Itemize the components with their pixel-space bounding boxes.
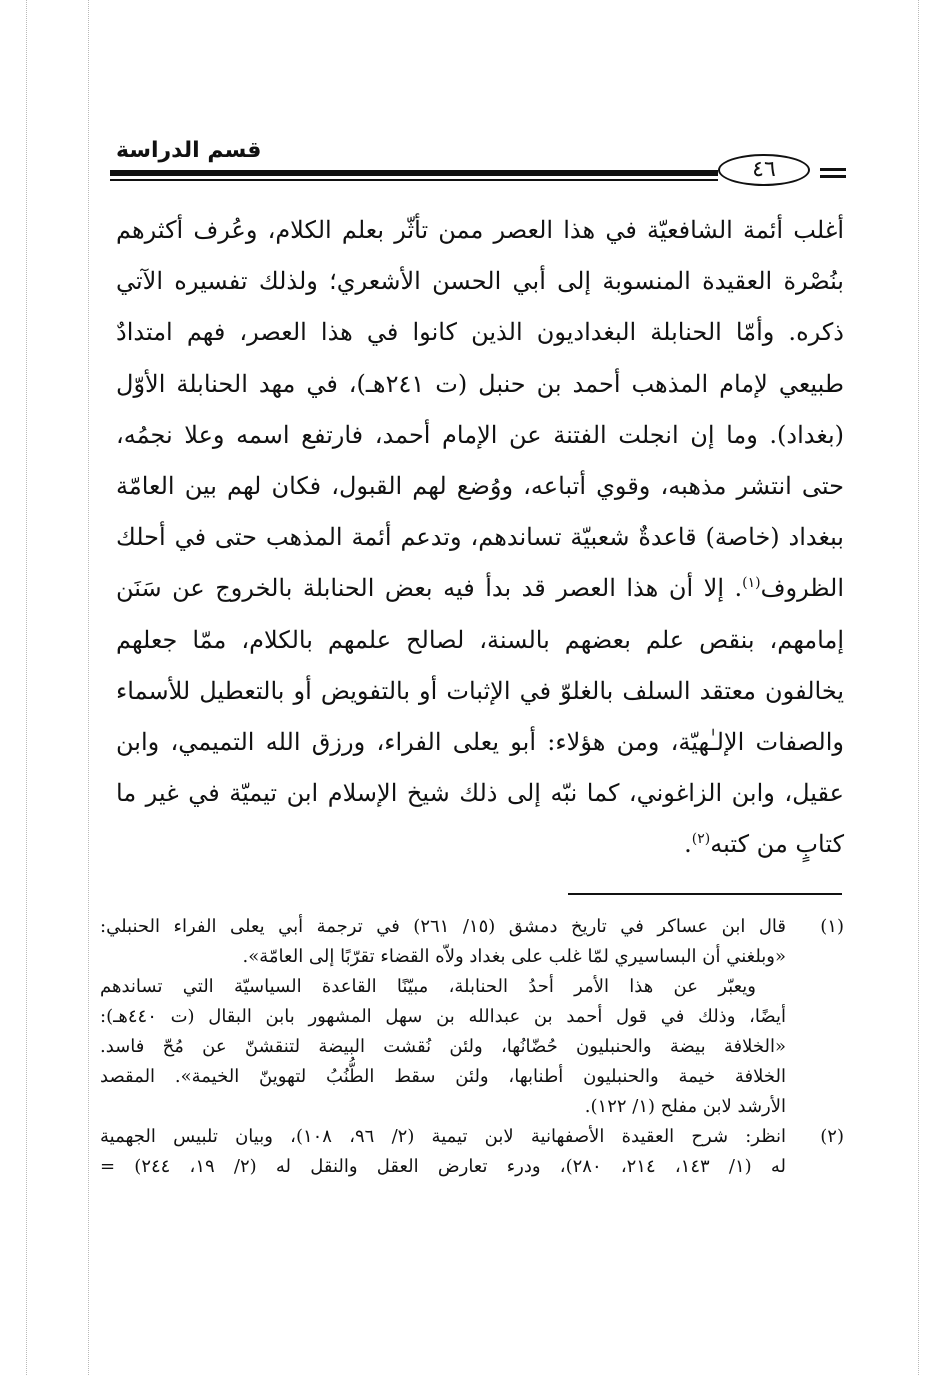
footnote-line: قال ابن عساكر في تاريخ دمشق (١٥/ ٢٦١) في ترجمة أبي يعلى الفراء الحنبلي: [100, 916, 786, 937]
footnote-line: «الخلافة بيضة والحنبليون حُضّانُها، ولئن نُقشت البيضة لتنقشنّ عن مُحّ فاسد. [100, 1036, 786, 1057]
footnote-number: (١) [820, 916, 844, 937]
text-line: (بغداد). وما إن انجلت الفتنة عن الإمام أحمد، فارتفع اسمه وعلا نجمُه، [116, 420, 844, 449]
text-segment: . [684, 830, 692, 859]
scan-margin-line [26, 0, 27, 1375]
header-rule-thick [110, 170, 718, 176]
footnotes [100, 912, 844, 1182]
main-text [116, 205, 844, 871]
text-line: يخالفون معتقد السلف بالغلوّ في الإثبات أو بالتفويض أو بالتعطيل للأسماء [116, 676, 844, 705]
text-line: والصفات الإلـٰهيّة، ومن هؤلاء: أبو يعلى الفراء، ورزق الله التميمي، وابن [116, 728, 844, 757]
footnote-line: «وبلغني أن البساسيري لمّا غلب على بغداد ولاّه القضاء تقرّبًا إلى العامّة». [242, 946, 786, 967]
header-rule-right [820, 168, 846, 171]
footnote-line: الأرشد لابن مفلح (١/ ١٢٢). [584, 1096, 786, 1117]
footnote-line: له (١/ ١٤٣، ٢١٤، ٢٨٠)، ودرء تعارض العقل والنقل له (٢/ ١٩، ٢٤٤) = [100, 1156, 787, 1177]
footnote-line: الخلافة خيمة والحنبليون أطنابها، ولئن سقط الطُّنُبُ لتهوينّ الخيمة». المقصد [100, 1066, 786, 1087]
scan-margin-line [918, 0, 919, 1375]
footnote-line: انظر: شرح العقيدة الأصفهانية لابن تيمية (٢/ ٩٦، ١٠٨)، وبيان تلبيس الجهمية [100, 1126, 787, 1147]
text-line: عقيل، وابن الزاغوني، كما نبّه إلى ذلك شيخ الإسلام ابن تيميّة في غير ما [116, 779, 844, 808]
text-line: طبيعي لإمام المذهب أحمد بن حنبل (ت ٢٤١هـ)، في مهد الحنابلة الأوّل [116, 369, 844, 398]
text-line: ذكره. وأمّا الحنابلة البغداديون الذين كانوا في هذا العصر، فهم امتدادٌ [116, 318, 844, 347]
scan-margin-line [88, 0, 89, 1375]
footnote-line: أيضًا، وذلك في قول أحمد بن عبدالله بن سهل المشهور بابن البقال (ت ٤٤٠هـ): [100, 1006, 787, 1027]
text-line: أغلب أئمة الشافعيّة في هذا العصر ممن تأثّر بعلم الكلام، وعُرف أكثرهم [116, 216, 844, 244]
text-line: حتى انتشر مذهبه، وقوي أتباعه، ووُضع لهم القبول، فكان لهم بين العامّة [116, 472, 844, 501]
footnote-number: (٢) [820, 1126, 844, 1147]
footnote-2 [100, 1122, 844, 1182]
text-line [116, 563, 844, 614]
header-rule-right [820, 175, 846, 178]
footnote-ref-2[interactable]: (٢) [691, 831, 711, 848]
text-segment: . إلا أن هذا العصر قد بدأ فيه بعض الحنابلة بالخروج عن سَنَن [116, 574, 743, 603]
text-line [116, 819, 844, 870]
footnote-separator [568, 893, 842, 895]
header-rule-thin [110, 179, 718, 181]
section-title: قسم الدراسة [116, 138, 262, 163]
footnote-ref-1[interactable]: (١) [742, 575, 761, 592]
text-segment: الظروف [760, 574, 844, 603]
text-line: بنُصْرة العقيدة المنسوبة إلى أبي الحسن الأشعري؛ ولذلك تفسيره الآتي [116, 267, 844, 296]
footnote-1 [100, 912, 844, 1122]
footnote-line: ويعبّر عن هذا الأمر أحدُ الحنابلة، مبيّنًا القاعدة السياسيّة التي تساندهم [100, 976, 756, 997]
text-segment: كتابٍ من كتبه [710, 830, 844, 859]
text-line: إمامهم، بنقص علم بعضهم بالسنة، لصالح علمهم بالكلام، ممّا جعلهم [116, 625, 844, 654]
page-header [110, 138, 843, 188]
text-line: ببغداد (خاصة) قاعدةٌ شعبيّة تساندهم، وتدعم أئمة المذهب حتى في أحلك [116, 523, 844, 552]
page-number: ٤٦ [718, 154, 810, 186]
